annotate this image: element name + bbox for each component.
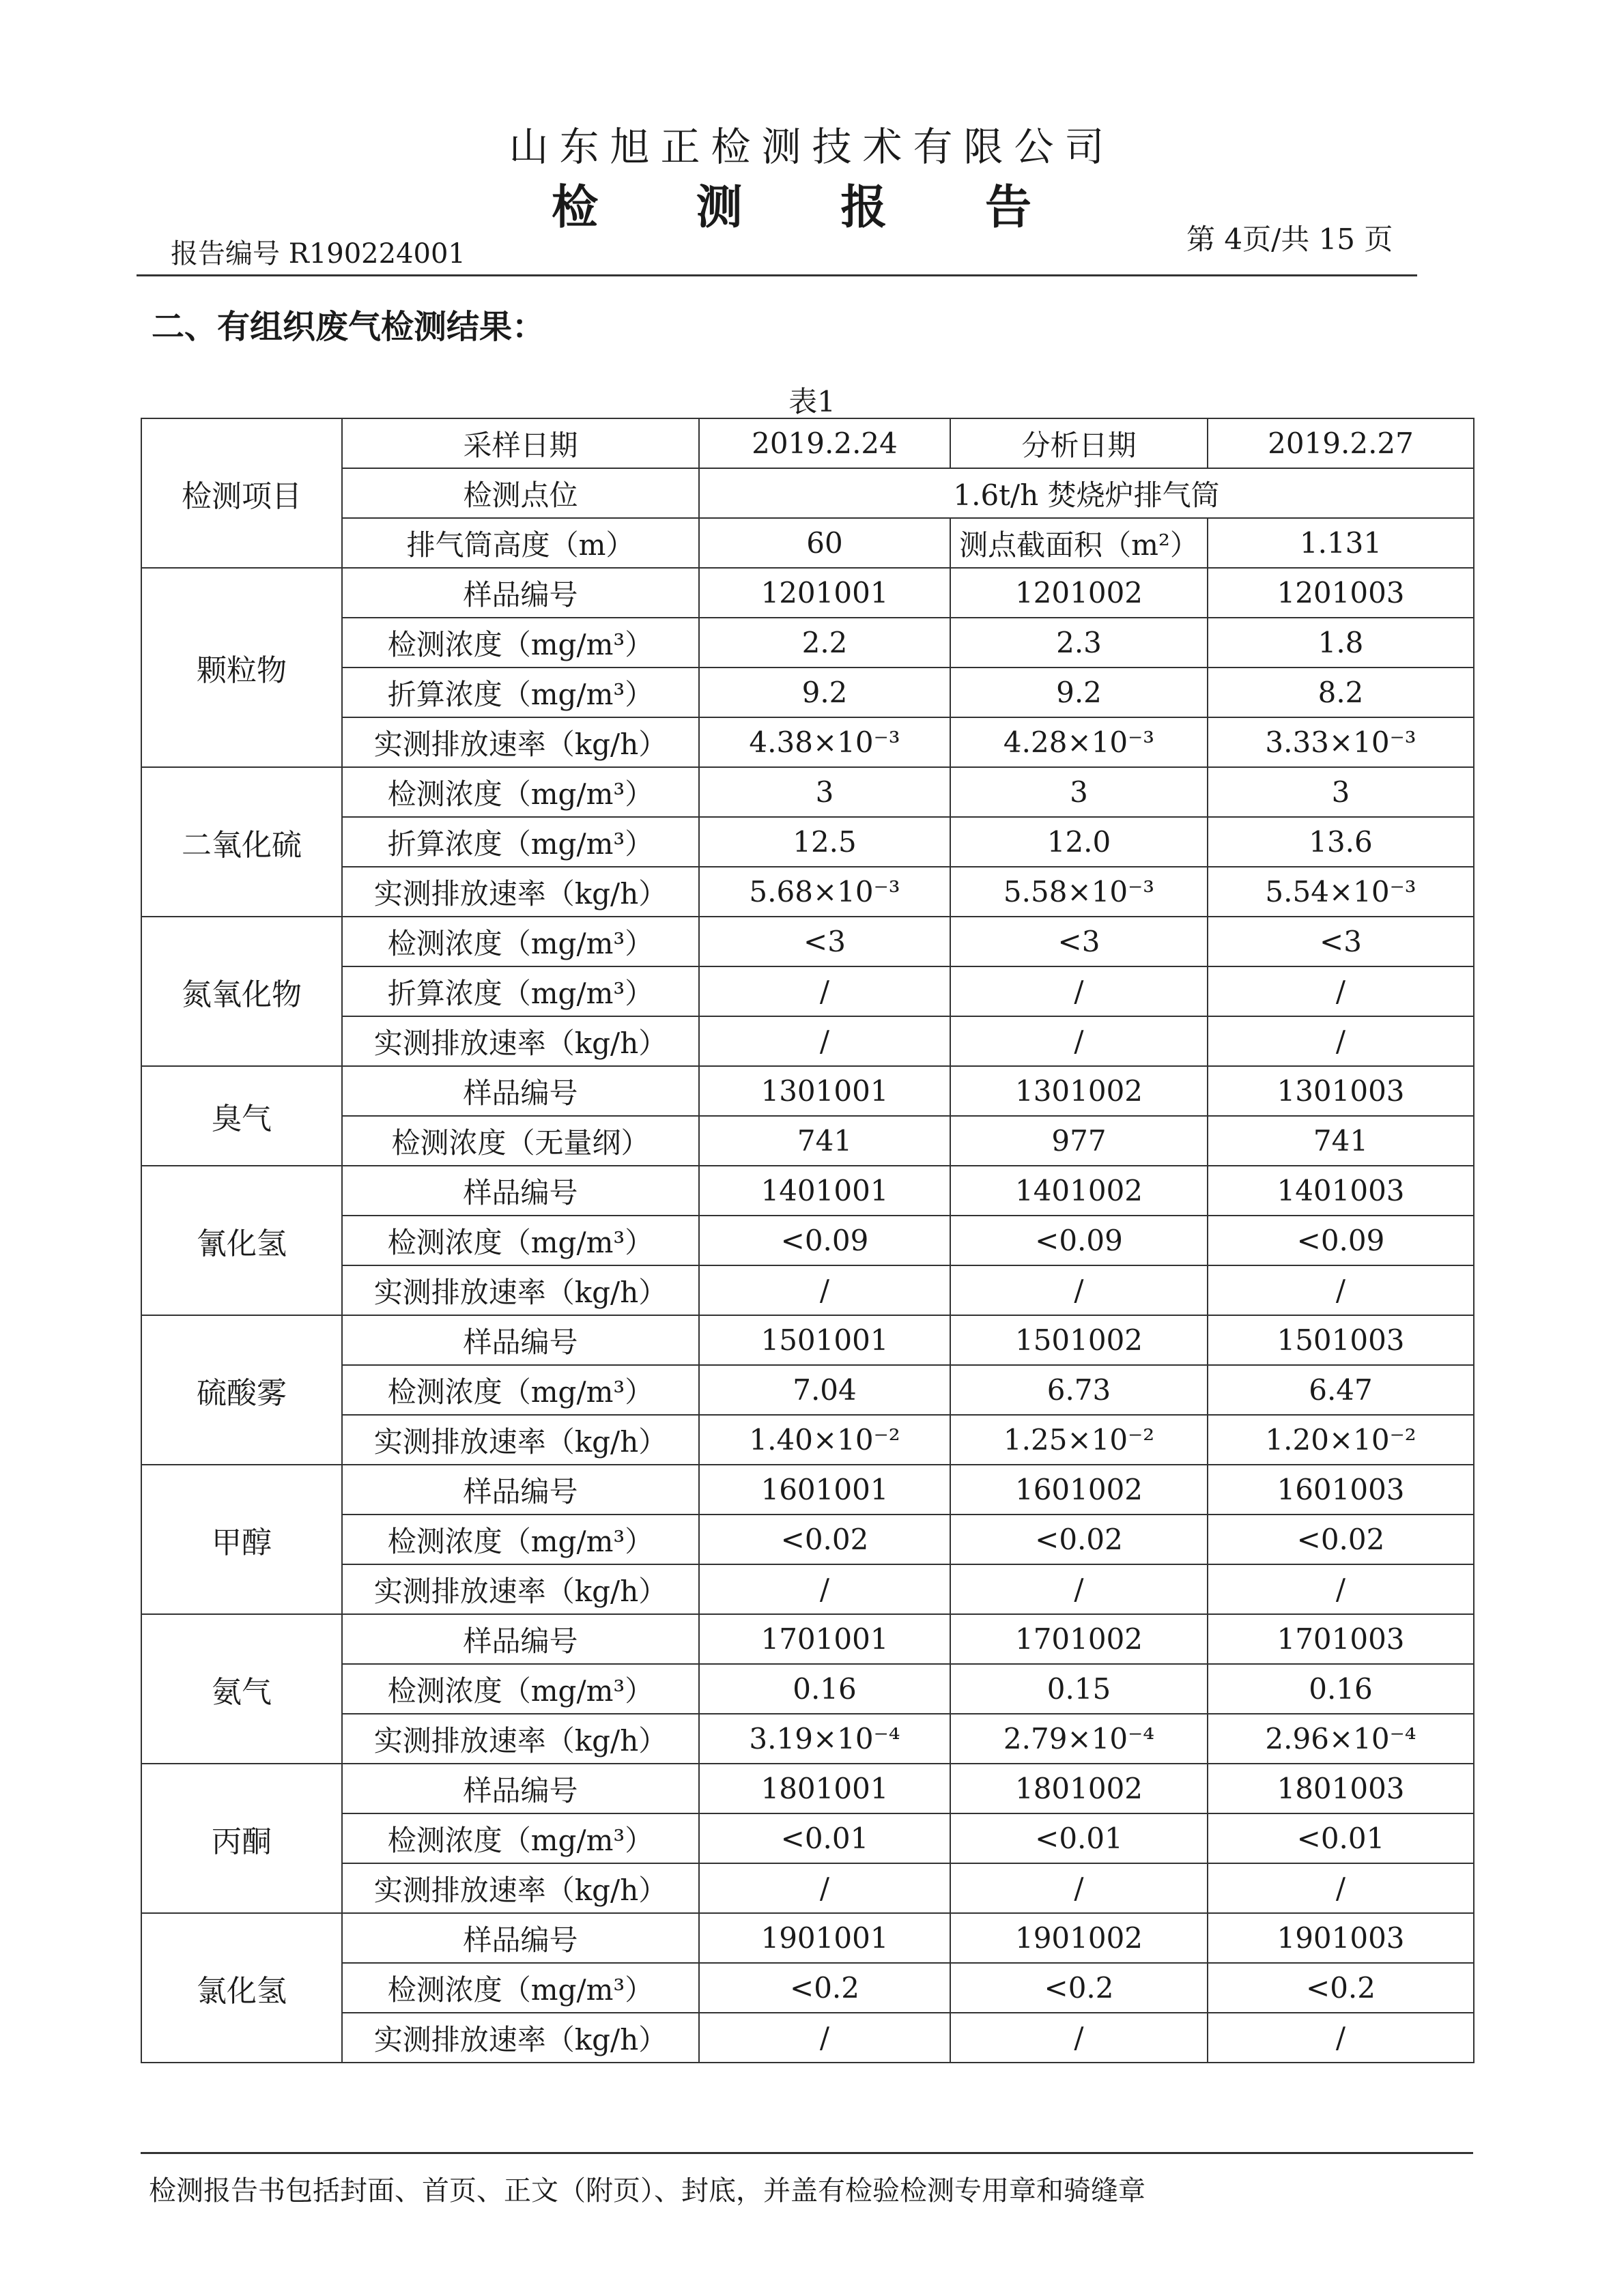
parameter-cell: 检测浓度（mg/m³） (342, 1365, 699, 1415)
pollutant-name-cell: 硫酸雾 (141, 1315, 342, 1465)
section-area-value: 1.131 (1208, 518, 1474, 568)
value-cell: 3.19×10⁻⁴ (699, 1714, 950, 1764)
value-cell: / (950, 1863, 1208, 1913)
pollutant-name-cell: 颗粒物 (141, 568, 342, 767)
parameter-cell: 检测浓度（mg/m³） (342, 1813, 699, 1863)
value-cell: 6.47 (1208, 1365, 1474, 1415)
parameter-cell: 样品编号 (342, 1465, 699, 1515)
value-cell: 1501003 (1208, 1315, 1474, 1365)
value-cell: 5.54×10⁻³ (1208, 867, 1474, 917)
value-cell: <0.02 (950, 1515, 1208, 1564)
value-cell: 12.0 (950, 817, 1208, 867)
value-cell: / (1208, 1863, 1474, 1913)
parameter-cell: 样品编号 (342, 1066, 699, 1116)
parameter-cell: 检测浓度（mg/m³） (342, 1515, 699, 1564)
value-cell: 1601003 (1208, 1465, 1474, 1515)
table-row (141, 1614, 1474, 1664)
value-cell: 2.3 (950, 618, 1208, 668)
footer-divider (141, 2152, 1473, 2154)
value-cell: / (1208, 1564, 1474, 1614)
company-name: 山东旭正检测技术有限公司 (509, 124, 1115, 170)
value-cell: / (699, 1265, 950, 1315)
value-cell: 3.33×10⁻³ (1208, 717, 1474, 767)
pollutant-name-cell: 氮氧化物 (141, 917, 342, 1066)
results-table-body (141, 418, 1474, 2063)
page-indicator: 第 4页/共 15 页 (1186, 223, 1393, 256)
value-cell: / (699, 1564, 950, 1614)
section-title: 二、有组织废气检测结果： (152, 308, 545, 346)
parameter-cell: 检测浓度（mg/m³） (342, 1963, 699, 2013)
value-cell: 1701001 (699, 1614, 950, 1664)
value-cell: 1.25×10⁻² (950, 1415, 1208, 1465)
parameter-cell: 实测排放速率（kg/h） (342, 1016, 699, 1066)
pollutant-name-cell: 二氧化硫 (141, 767, 342, 917)
value-cell: 4.28×10⁻³ (950, 717, 1208, 767)
results-table (141, 418, 1475, 2063)
value-cell: 977 (950, 1116, 1208, 1166)
value-cell: 2.79×10⁻⁴ (950, 1714, 1208, 1764)
section-area-label: 测点截面积（m²） (950, 518, 1208, 568)
value-cell: 741 (1208, 1116, 1474, 1166)
point-label: 检测点位 (342, 468, 699, 518)
pollutant-name-cell: 臭气 (141, 1066, 342, 1166)
parameter-cell: 检测浓度（mg/m³） (342, 1664, 699, 1714)
value-cell: <0.09 (950, 1216, 1208, 1265)
value-cell: <0.2 (1208, 1963, 1474, 2013)
parameter-cell: 样品编号 (342, 568, 699, 618)
value-cell: 1401002 (950, 1166, 1208, 1216)
stack-height-label: 排气筒高度（m） (342, 518, 699, 568)
sample-date-value: 2019.2.24 (699, 418, 950, 468)
table-row (141, 1166, 1474, 1216)
table-row (141, 568, 1474, 618)
parameter-cell: 检测浓度（mg/m³） (342, 618, 699, 668)
value-cell: 0.16 (1208, 1664, 1474, 1714)
table-row (141, 1913, 1474, 1963)
value-cell: 6.73 (950, 1365, 1208, 1415)
value-cell: 8.2 (1208, 668, 1474, 717)
value-cell: 3 (699, 767, 950, 817)
parameter-cell: 实测排放速率（kg/h） (342, 1564, 699, 1614)
value-cell: <3 (699, 917, 950, 966)
analysis-date-label: 分析日期 (950, 418, 1208, 468)
value-cell: <0.01 (699, 1813, 950, 1863)
footer-note: 检测报告书包括封面、首页、正文（附页）、封底，并盖有检验检测专用章和骑缝章 (149, 2175, 1145, 2207)
value-cell: / (950, 2013, 1208, 2063)
value-cell: 1301003 (1208, 1066, 1474, 1116)
sample-date-label: 采样日期 (342, 418, 699, 468)
table-row (141, 1315, 1474, 1365)
value-cell: 1601001 (699, 1465, 950, 1515)
point-value: 1.6t/h 焚烧炉排气筒 (699, 468, 1474, 518)
value-cell: / (1208, 1016, 1474, 1066)
value-cell: 12.5 (699, 817, 950, 867)
parameter-cell: 检测浓度（mg/m³） (342, 767, 699, 817)
parameter-cell: 折算浓度（mg/m³） (342, 966, 699, 1016)
value-cell: 4.38×10⁻³ (699, 717, 950, 767)
pollutant-name-cell: 丙酮 (141, 1764, 342, 1913)
value-cell: 1201001 (699, 568, 950, 618)
parameter-cell: 折算浓度（mg/m³） (342, 668, 699, 717)
value-cell: 1501002 (950, 1315, 1208, 1365)
value-cell: 1801001 (699, 1764, 950, 1813)
value-cell: 1401003 (1208, 1166, 1474, 1216)
header-divider (137, 274, 1417, 276)
parameter-cell: 样品编号 (342, 1315, 699, 1365)
analysis-date-value: 2019.2.27 (1208, 418, 1474, 468)
value-cell: <0.01 (1208, 1813, 1474, 1863)
value-cell: <0.02 (1208, 1515, 1474, 1564)
value-cell: 1301002 (950, 1066, 1208, 1116)
value-cell: 7.04 (699, 1365, 950, 1415)
value-cell: <3 (1208, 917, 1474, 966)
parameter-cell: 检测浓度（mg/m³） (342, 1216, 699, 1265)
parameter-cell: 实测排放速率（kg/h） (342, 1265, 699, 1315)
value-cell: <3 (950, 917, 1208, 966)
value-cell: 2.96×10⁻⁴ (1208, 1714, 1474, 1764)
value-cell: 741 (699, 1116, 950, 1166)
pollutant-name-cell: 氨气 (141, 1614, 342, 1764)
value-cell: 1801003 (1208, 1764, 1474, 1813)
value-cell: 1901001 (699, 1913, 950, 1963)
value-cell: 1301001 (699, 1066, 950, 1116)
table-row (141, 1465, 1474, 1515)
value-cell: / (1208, 1265, 1474, 1315)
value-cell: 1201003 (1208, 568, 1474, 618)
value-cell: 1.8 (1208, 618, 1474, 668)
table-row (141, 418, 1474, 468)
value-cell: 1901003 (1208, 1913, 1474, 1963)
value-cell: / (950, 1564, 1208, 1614)
value-cell: 5.58×10⁻³ (950, 867, 1208, 917)
value-cell: / (950, 966, 1208, 1016)
parameter-cell: 样品编号 (342, 1166, 699, 1216)
value-cell: 13.6 (1208, 817, 1474, 867)
value-cell: 1501001 (699, 1315, 950, 1365)
value-cell: 1801002 (950, 1764, 1208, 1813)
value-cell: <0.01 (950, 1813, 1208, 1863)
value-cell: 5.68×10⁻³ (699, 867, 950, 917)
parameter-cell: 检测浓度（无量纲） (342, 1116, 699, 1166)
value-cell: 9.2 (950, 668, 1208, 717)
value-cell: 3 (1208, 767, 1474, 817)
value-cell: 3 (950, 767, 1208, 817)
value-cell: / (699, 1863, 950, 1913)
value-cell: 0.16 (699, 1664, 950, 1714)
parameter-cell: 样品编号 (342, 1764, 699, 1813)
parameter-cell: 实测排放速率（kg/h） (342, 717, 699, 767)
value-cell: 1601002 (950, 1465, 1208, 1515)
stack-height-value: 60 (699, 518, 950, 568)
value-cell: 0.15 (950, 1664, 1208, 1714)
item-header-cell: 检测项目 (141, 418, 342, 568)
table-row (141, 1764, 1474, 1813)
table-row (141, 767, 1474, 817)
parameter-cell: 实测排放速率（kg/h） (342, 2013, 699, 2063)
parameter-cell: 实测排放速率（kg/h） (342, 867, 699, 917)
parameter-cell: 检测浓度（mg/m³） (342, 917, 699, 966)
value-cell: 1401001 (699, 1166, 950, 1216)
value-cell: <0.09 (1208, 1216, 1474, 1265)
value-cell: <0.2 (950, 1963, 1208, 2013)
value-cell: 1901002 (950, 1913, 1208, 1963)
parameter-cell: 实测排放速率（kg/h） (342, 1714, 699, 1764)
parameter-cell: 样品编号 (342, 1913, 699, 1963)
value-cell: 1701002 (950, 1614, 1208, 1664)
value-cell: / (699, 966, 950, 1016)
value-cell: 1201002 (950, 568, 1208, 618)
pollutant-name-cell: 甲醇 (141, 1465, 342, 1614)
table-row (141, 1066, 1474, 1116)
table-caption: 表1 (788, 385, 836, 418)
value-cell: <0.09 (699, 1216, 950, 1265)
value-cell: / (699, 2013, 950, 2063)
value-cell: / (1208, 966, 1474, 1016)
value-cell: <0.02 (699, 1515, 950, 1564)
parameter-cell: 折算浓度（mg/m³） (342, 817, 699, 867)
document-title: 检 测 报 告 (551, 180, 1073, 235)
value-cell: / (1208, 2013, 1474, 2063)
pollutant-name-cell: 氯化氢 (141, 1913, 342, 2063)
value-cell: 9.2 (699, 668, 950, 717)
value-cell: 1.40×10⁻² (699, 1415, 950, 1465)
pollutant-name-cell: 氰化氢 (141, 1166, 342, 1315)
parameter-cell: 样品编号 (342, 1614, 699, 1664)
value-cell: 2.2 (699, 618, 950, 668)
report-number: 报告编号 R190224001 (171, 238, 466, 270)
parameter-cell: 实测排放速率（kg/h） (342, 1863, 699, 1913)
value-cell: / (699, 1016, 950, 1066)
value-cell: / (950, 1016, 1208, 1066)
value-cell: <0.2 (699, 1963, 950, 2013)
table-row (141, 917, 1474, 966)
parameter-cell: 实测排放速率（kg/h） (342, 1415, 699, 1465)
value-cell: 1701003 (1208, 1614, 1474, 1664)
value-cell: / (950, 1265, 1208, 1315)
value-cell: 1.20×10⁻² (1208, 1415, 1474, 1465)
